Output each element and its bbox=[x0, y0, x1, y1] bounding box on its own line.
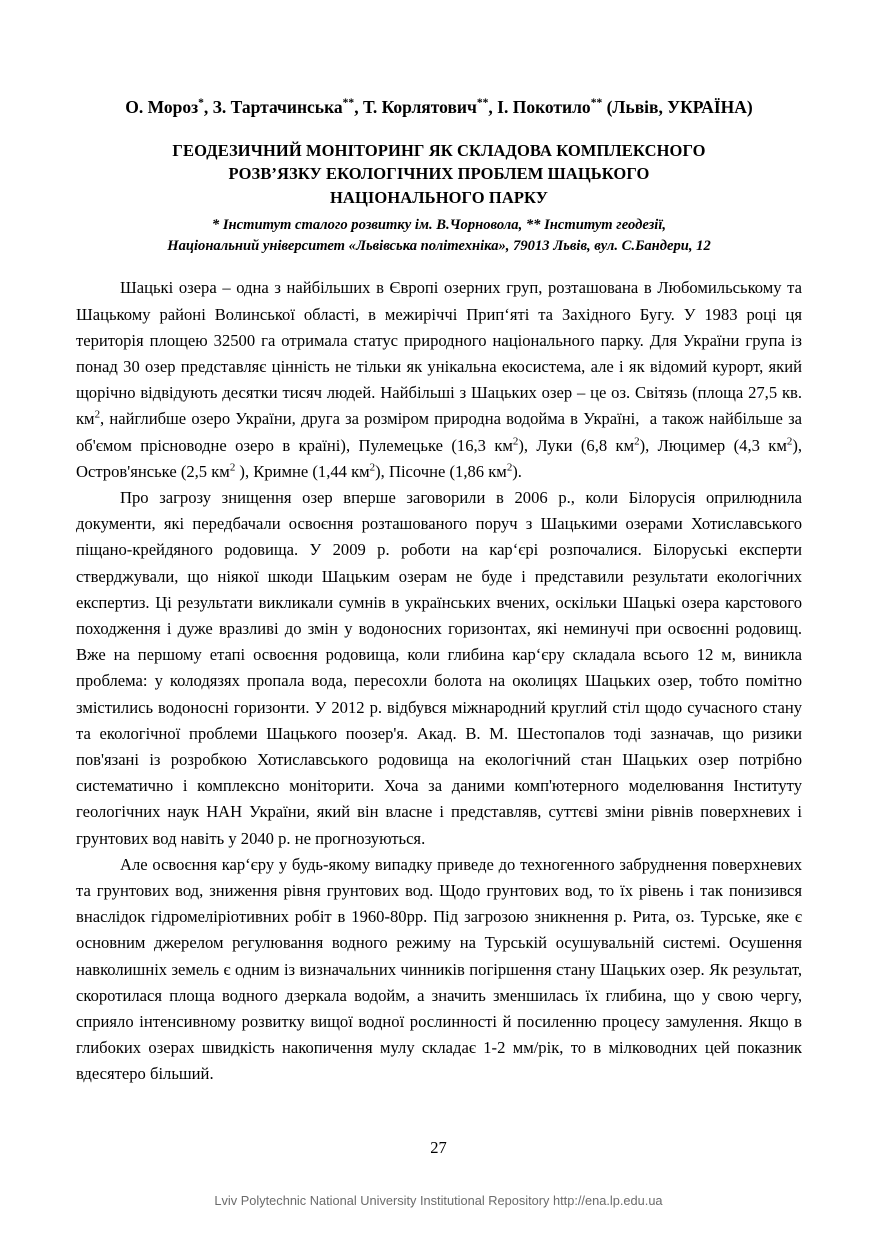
repository-footer: Lviv Polytechnic National University Institutional Repository http://ena.lp.edu.ua bbox=[214, 1193, 663, 1208]
page-content bbox=[76, 96, 802, 1088]
title-line-3: НАЦІОНАЛЬНОГО ПАРКУ bbox=[330, 187, 548, 207]
body-paragraph-3: Але освоєння кар‘єру у будь-якому випадку приведе до техногенного забруднення поверхневих та грунтових вод, зниження рівня грунтових вод. Щодо грунтових вод, то їх рівень і так понизився внаслідок гідромеліріотивних робіт в 1960-80рр. Під загрозою зникнення р. Рита, оз. Турське, яке є основним джерелом регулювання водного режиму на Турській осушувальній системі. Осушення навколишніх земель є одним із визначальних чинників погіршення стану Шацьких озер. Як результат, скоротилася площа водного дзеркала водойм, а значить зменшилась їх глибина, що у свою чергу, сприяло інтенсивному розвитку вищої водної рослинності й посиленню процесу замулення. Якщо в глибоких озерах швидкість накопичення мулу складає 1-2 мм/рік, то в мілководних цей показник вдесятеро більший. bbox=[76, 854, 802, 1084]
page-title bbox=[76, 139, 802, 209]
affiliation-line-2: Національний університет «Львівська політехніка», 79013 Львів, вул. С.Бандери, 12 bbox=[167, 238, 711, 255]
title-line-1: ГЕОДЕЗИЧНИЙ МОНІТОРИНГ ЯК СКЛАДОВА КОМПЛЕКСНОГО bbox=[172, 140, 706, 160]
body-paragraph-2: Про загрозу знищення озер вперше заговорили в 2006 р., коли Білорусія оприлюднила документи, які передбачали освоєння розташованого поруч з Шацькими озерами Хотиславського піщано-крейдяного родовища. У 2009 р. роботи на кар‘єрі розпочалися. Білоруські експерти стверджували, що ніякої шкоди Шацьким озерам не буде і представили результати екологічних експертиз. Ці результати викликали сумнів в українських вчених, оскільки Шацькі озера карстового походження і дуже вразливі до змін у водоносних горизонтах, які неминучі при освоєнні родовищ. Вже на першому етапі освоєння родовища, коли глибина кар‘єру складала всього 12 м, виникла проблема: у колодязях пропала вода, пересохли болота на околицях Шацьких озер, тобто помітно змістились водоносні горизонти. У 2012 р. відбувся міжнародний круглий стіл щодо сучасного стану та екологічної проблеми Шацького поозер'я. Акад. В. М. Шестопалов тоді зазначав, що ризики пов'язані із розробкою Хотиславського родовища на екологічний стан Шацьких озер потрібно систематично і комплексно моніторити. Хоча за даними комп'ютерного моделювання Інституту геологічних наук НАН України, який він власне і представляв, суттєві зміни рівнів поверхневих і грунтових вод навіть у 2040 р. не прогнозуються. bbox=[76, 487, 802, 848]
affiliation-block bbox=[76, 215, 802, 257]
affiliation-line-1: * Інститут сталого розвитку ім. В.Чорновола, ** Інститут геодезії, bbox=[211, 217, 667, 234]
author-line: О. Мороз*, З. Тартачинська**, Т. Корлятович**, І. Покотило** (Львів, УКРАЇНА) bbox=[125, 97, 753, 117]
page-number: 27 bbox=[430, 1138, 447, 1157]
title-line-2: РОЗВ’ЯЗКУ ЕКОЛОГІЧНИХ ПРОБЛЕМ ШАЦЬКОГО bbox=[228, 164, 650, 184]
body-paragraph-1: Шацькі озера – одна з найбільших в Європі озерних груп, розташована в Любомильському та Шацькому районі Волинської області, в межиріччі Прип‘яті та Західного Бугу. У 1983 році ця територія площею 32500 га отримала статус природного національного парку. Для України група із понад 30 озер представляє цінність не тільки як унікальна екосистема, але і як відомий курорт, який щорічно відвідують десятки тисяч людей. Найбільші з Шацьких озер – це оз. Світязь (площа 27,5 кв. $км^2$, найглибше озеро України, друга за розміром природна водойма в Україні, а також найбільше за об'ємом прісноводне озеро в країні), Пулемецьке (16,3 $км^2$), Луки (6,8 $км^2$), Люцимер (4,3 $км^2$), Остров'янське (2,5 $км^2$ ), Кримне (1,44 $км^2$), Пісочне (1,86 $км^2$). bbox=[76, 278, 802, 481]
